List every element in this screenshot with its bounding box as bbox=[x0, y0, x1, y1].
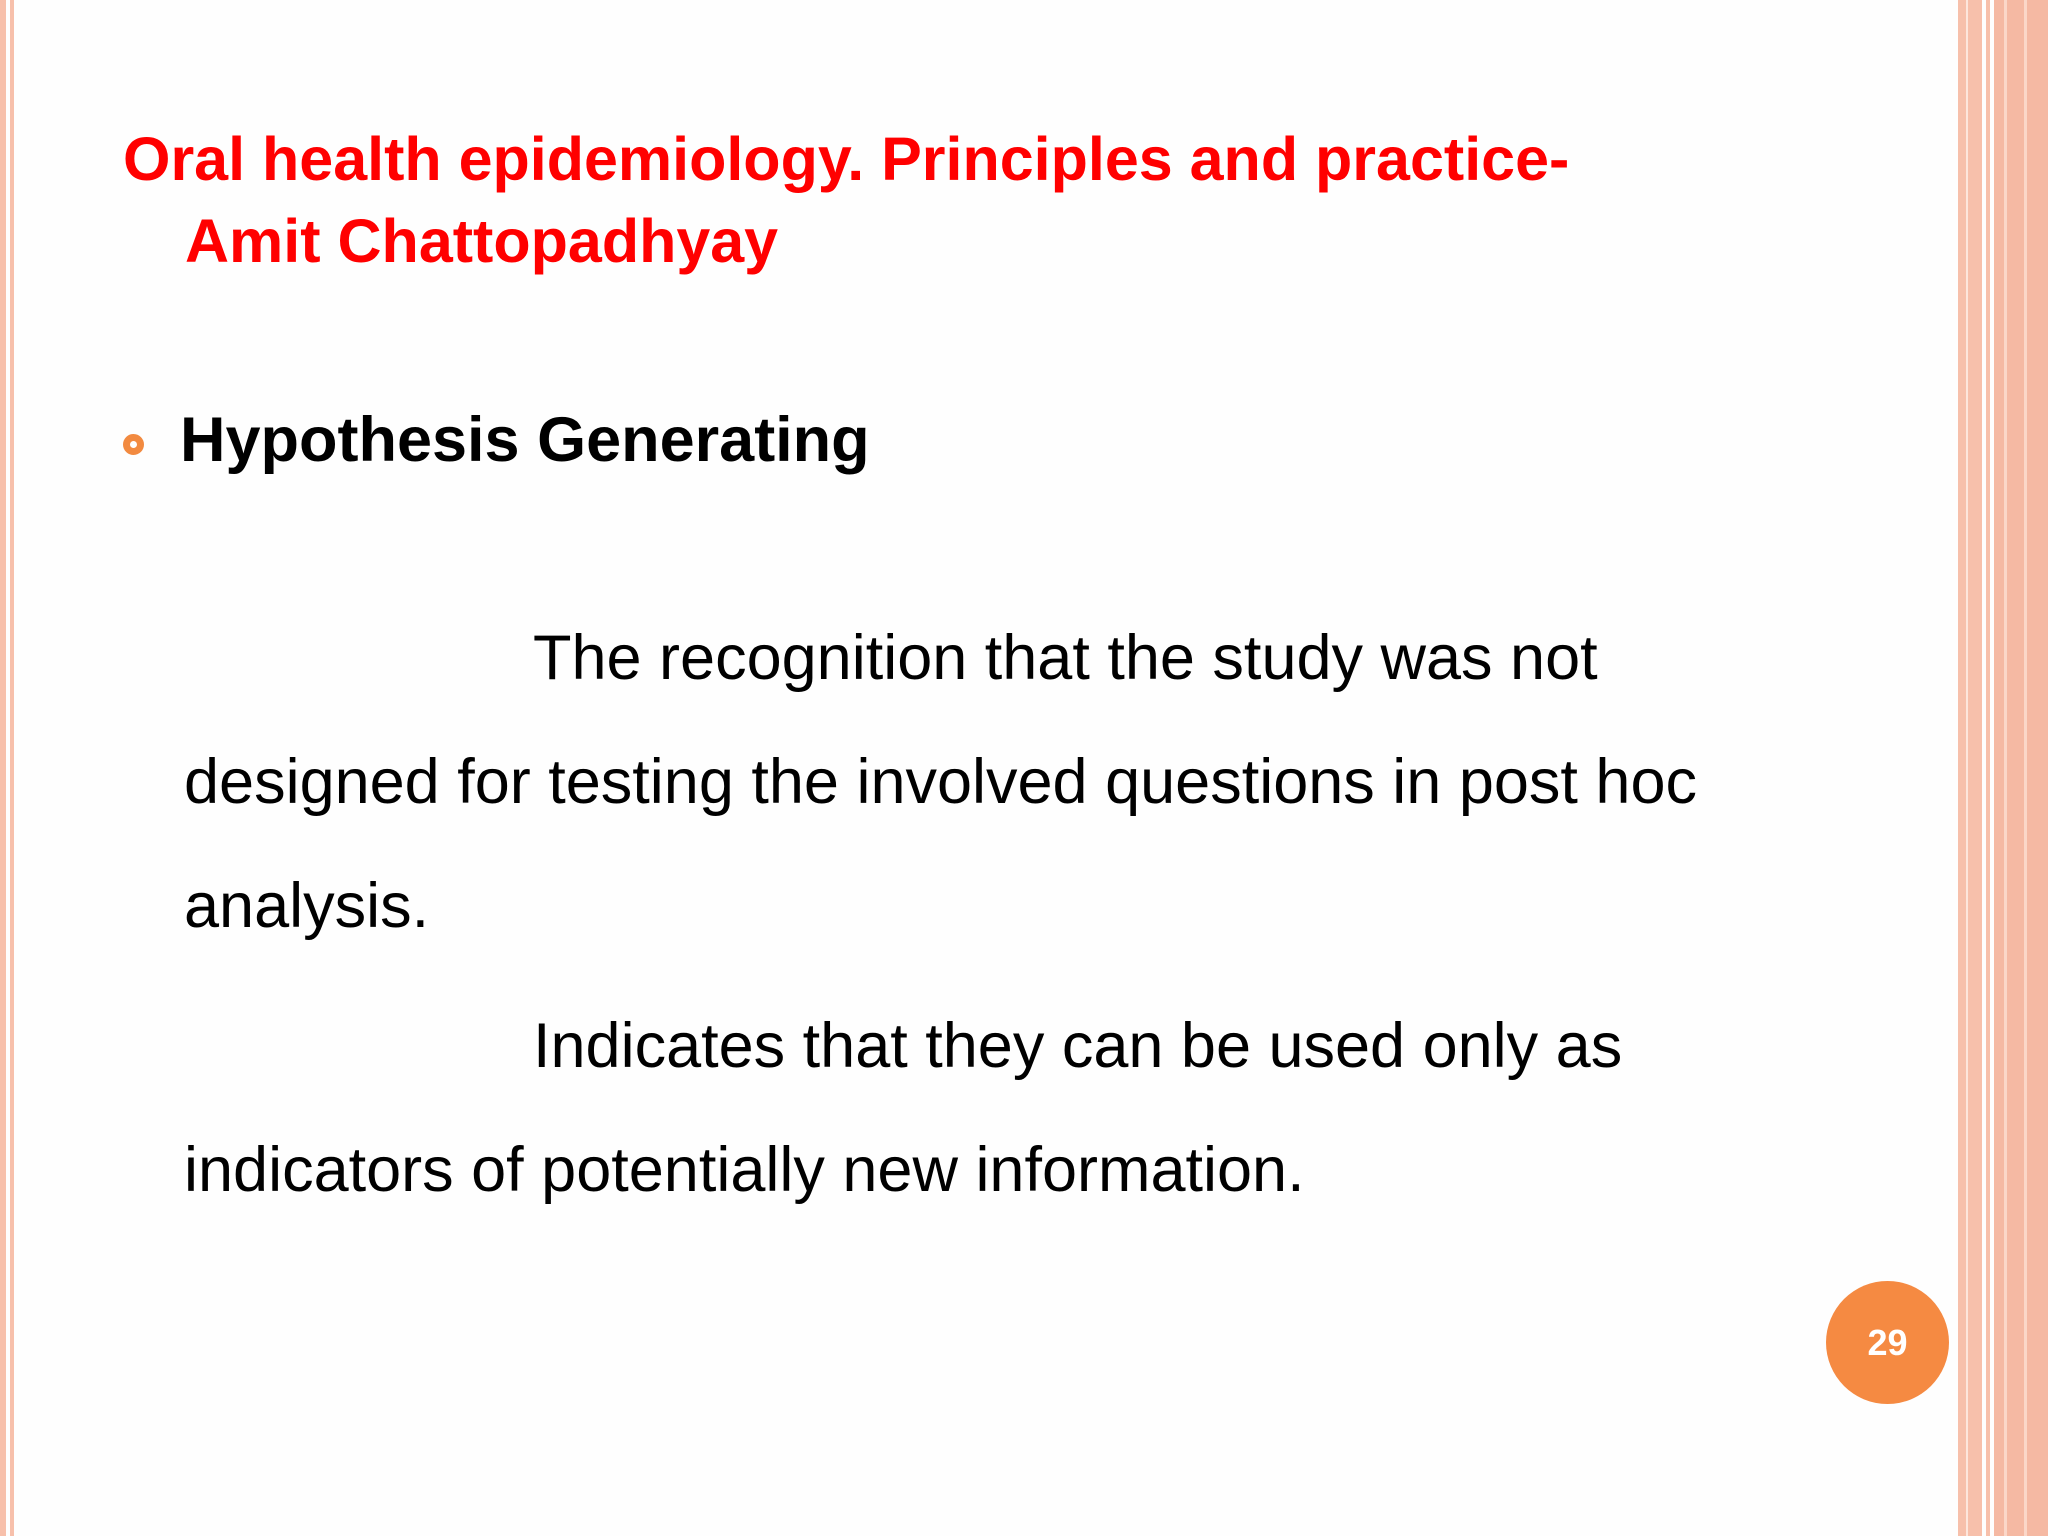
bullet-heading: Hypothesis Generating bbox=[180, 405, 870, 475]
left-border-stripe bbox=[0, 0, 6, 1536]
paragraph-line: Indicates that they can be used only as bbox=[533, 1011, 1623, 1081]
right-border-stripe bbox=[1968, 0, 1982, 1536]
right-border-stripe bbox=[2004, 0, 2007, 1536]
right-border-stripe bbox=[1994, 0, 2048, 1536]
title-line: Amit Chattopadhyay bbox=[185, 207, 779, 275]
circle-bullet-icon bbox=[123, 434, 144, 455]
right-border-stripe bbox=[1986, 0, 1990, 1536]
paragraph-line: designed for testing the involved questions in post hoc bbox=[184, 747, 1697, 817]
right-border-stripe bbox=[1958, 0, 1966, 1536]
title-line: Oral health epidemiology. Principles and practice- bbox=[123, 125, 1570, 193]
paragraph-line: The recognition that the study was not bbox=[533, 623, 1598, 693]
paragraph-line: indicators of potentially new information. bbox=[184, 1135, 1305, 1205]
bullet-item bbox=[123, 400, 870, 480]
left-border-stripe bbox=[10, 0, 14, 1536]
page-number-badge bbox=[1826, 1281, 1949, 1404]
paragraph-line: analysis. bbox=[184, 871, 430, 941]
page-number: 29 bbox=[1867, 1321, 1908, 1363]
slide-title bbox=[123, 118, 1803, 282]
right-border-stripe bbox=[2024, 0, 2027, 1536]
